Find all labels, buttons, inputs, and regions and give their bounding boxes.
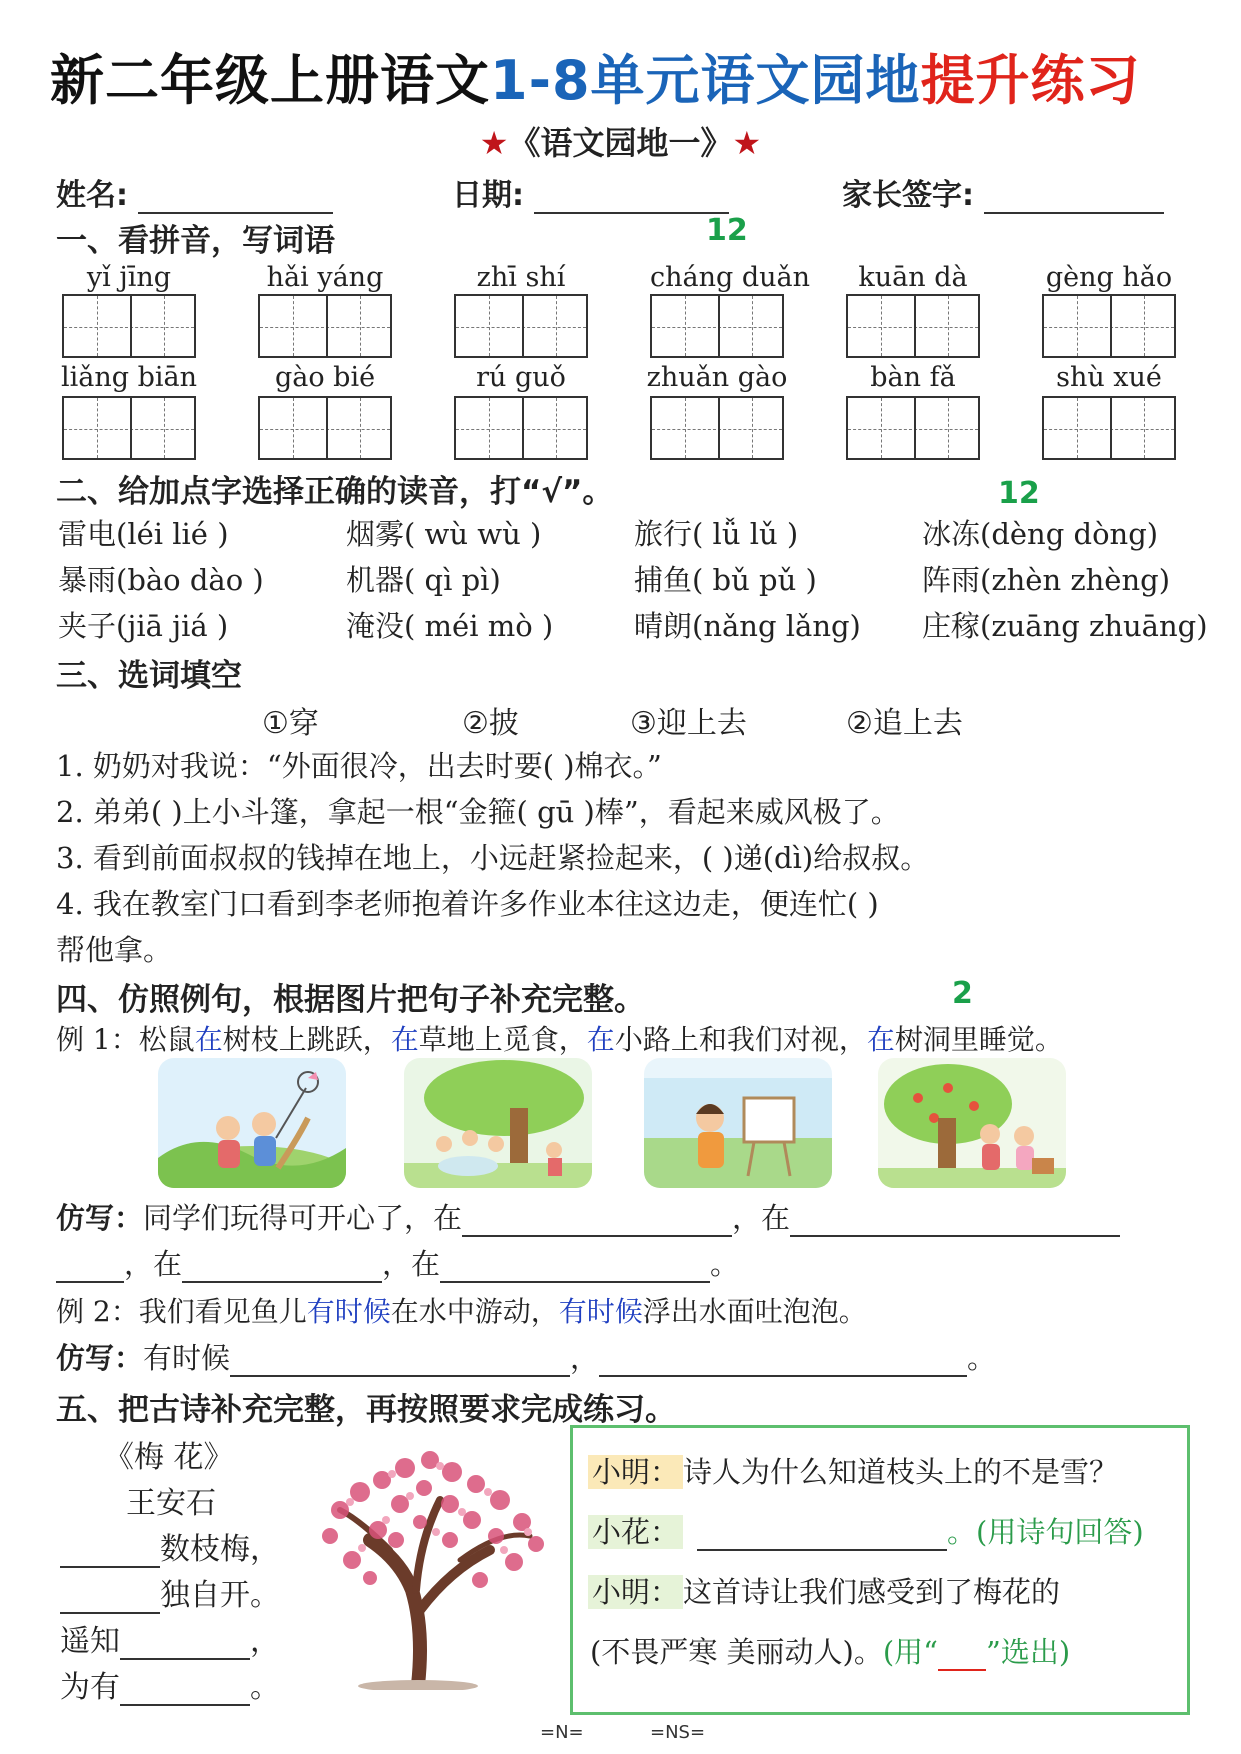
- writing-box[interactable]: [258, 294, 392, 358]
- name-label: 姓名:: [56, 178, 128, 213]
- write-1-cont[interactable]: ，在 ，在 。: [56, 1242, 739, 1283]
- writing-box[interactable]: [846, 294, 980, 358]
- reading-item[interactable]: 冰冻(dèng dòng): [922, 517, 1159, 551]
- blank-line[interactable]: [60, 1536, 160, 1568]
- poem-line-1[interactable]: 数枝梅，: [60, 1524, 280, 1568]
- title-part-2: 1-8单元语文园地: [490, 49, 921, 112]
- red-underline-sample: [938, 1643, 986, 1671]
- blank-line[interactable]: [182, 1251, 382, 1283]
- pinyin-9: rú guǒ: [476, 362, 566, 393]
- example-1: 例 1：松鼠在树枝上跳跃，在草地上觅食，在小路上和我们对视，在树洞里睡觉。: [56, 1023, 1063, 1056]
- speaker-xiaoming: 小明：: [588, 1575, 683, 1609]
- writing-box[interactable]: [1042, 294, 1176, 358]
- blank-line[interactable]: [462, 1205, 732, 1237]
- subtitle-text: 《语文园地一》: [508, 124, 733, 162]
- poem-author: 王安石: [126, 1486, 216, 1521]
- write-2[interactable]: 仿写：有时候 ， 。: [56, 1341, 997, 1375]
- dialog-answer[interactable]: 小花： 。(用诗句回答): [588, 1510, 1144, 1551]
- blank-line[interactable]: [599, 1345, 967, 1377]
- section4-heading: 四、仿照例句，根据图片把句子补充完整。: [56, 982, 645, 1018]
- parent-label: 家长签字:: [842, 178, 974, 213]
- blank-line[interactable]: [60, 1582, 160, 1614]
- reading-item[interactable]: 淹没( méi mò ): [346, 609, 554, 643]
- writing-box[interactable]: [846, 396, 980, 460]
- picture-flying-kite: [158, 1058, 346, 1188]
- section2-heading: 二、给加点字选择正确的读音，打“√”。: [56, 474, 614, 510]
- write-1[interactable]: 仿写：同学们玩得可开心了，在 ，在: [56, 1196, 1120, 1237]
- writing-box[interactable]: [650, 396, 784, 460]
- speaker-xiaoming: 小明：: [588, 1455, 683, 1489]
- sentence-1[interactable]: 1. 奶奶对我说：“外面很冷，出去时要( )棉衣。”: [56, 749, 662, 783]
- blank-line[interactable]: [120, 1674, 250, 1706]
- sentence-4-cont: 帮他拿。: [56, 933, 173, 967]
- pinyin-10: zhuǎn gào: [646, 362, 788, 393]
- star-icon: ★: [479, 124, 509, 162]
- blank-line[interactable]: [790, 1205, 1120, 1237]
- blank-line[interactable]: [697, 1519, 947, 1551]
- section2-score: 12: [998, 476, 1040, 511]
- reading-item[interactable]: 庄稼(zuāng zhuāng): [922, 609, 1208, 643]
- date-label: 日期:: [452, 178, 524, 213]
- dialog-q2: 小明： 这首诗让我们感受到了梅花的: [588, 1570, 1060, 1611]
- writing-box[interactable]: [454, 396, 588, 460]
- pinyin-7: liǎng biān: [60, 362, 198, 393]
- subtitle: [0, 118, 1241, 164]
- picture-apple-tree: [878, 1058, 1066, 1188]
- writing-box[interactable]: [62, 294, 196, 358]
- date-field[interactable]: [452, 170, 729, 214]
- page-title: [50, 38, 1210, 115]
- section1-score: 12: [706, 213, 748, 248]
- poem-line-2[interactable]: 独自开。: [60, 1570, 280, 1614]
- pinyin-4: cháng duǎn: [650, 262, 811, 293]
- reading-item[interactable]: 暴雨(bào dào ): [58, 563, 264, 597]
- section3-heading: 三、选词填空: [56, 658, 242, 694]
- pinyin-1: yǐ jīng: [86, 262, 172, 293]
- star-icon: ★: [732, 124, 762, 162]
- dialog-q2-options[interactable]: (不畏严寒 美丽动人)。(用“ ”选出): [590, 1635, 1071, 1669]
- sentence-4[interactable]: 4. 我在教室门口看到李老师抱着许多作业本往这边走，便连忙( ): [56, 887, 879, 921]
- date-line[interactable]: [534, 178, 729, 214]
- reading-item[interactable]: 旅行( lǚ lǔ ): [634, 517, 799, 551]
- option-4: ②追上去: [846, 706, 963, 741]
- poem-line-3[interactable]: 遥知 ，: [60, 1624, 280, 1659]
- writing-box[interactable]: [650, 294, 784, 358]
- option-3: ③迎上去: [630, 706, 747, 741]
- name-line[interactable]: [138, 178, 333, 214]
- pinyin-6: gèng hǎo: [1045, 262, 1173, 293]
- reading-item[interactable]: 晴朗(nǎng lǎng): [634, 609, 861, 643]
- writing-box[interactable]: [258, 396, 392, 460]
- footer-mark-right: =NS=: [650, 1722, 706, 1743]
- blank-line[interactable]: [120, 1628, 250, 1660]
- sentence-2[interactable]: 2. 弟弟( )上小斗篷，拿起一根“金箍( gū )棒”，看起来威风极了。: [56, 795, 900, 829]
- poem-line-4[interactable]: 为有 。: [60, 1670, 280, 1705]
- writing-box[interactable]: [454, 294, 588, 358]
- section5-heading: 五、把古诗补充完整，再按照要求完成练习。: [56, 1392, 676, 1428]
- reading-item[interactable]: 烟雾( wù wù ): [346, 517, 542, 551]
- plum-tree-image: [300, 1440, 560, 1690]
- section1-heading: 一、看拼音，写词语: [56, 223, 335, 259]
- pinyin-3: zhī shí: [476, 262, 566, 293]
- section4-score: 2: [952, 976, 973, 1011]
- option-1: ①穿: [262, 706, 319, 741]
- pinyin-11: bàn fǎ: [870, 362, 956, 393]
- pinyin-8: gào bié: [274, 362, 376, 393]
- parent-field[interactable]: [842, 170, 1164, 214]
- reading-item[interactable]: 捕鱼( bǔ pǔ ): [634, 563, 817, 597]
- picture-painting-lake: [644, 1058, 832, 1188]
- blank-line[interactable]: [56, 1251, 124, 1283]
- reading-item[interactable]: 夹子(jiā jiá ): [58, 609, 229, 643]
- reading-item[interactable]: 机器( qì pì): [346, 563, 501, 597]
- name-field[interactable]: [56, 170, 333, 214]
- reading-item[interactable]: 阵雨(zhèn zhèng): [922, 563, 1171, 597]
- example-2: 例 2：我们看见鱼儿有时候在水中游动，有时候浮出水面吐泡泡。: [56, 1295, 867, 1328]
- poem-title: 《梅 花》: [104, 1440, 234, 1475]
- speaker-xiaohua: 小花：: [588, 1515, 683, 1549]
- pinyin-2: hǎi yáng: [266, 262, 384, 293]
- pinyin-5: kuān dà: [858, 262, 968, 293]
- reading-item[interactable]: 雷电(léi lié ): [58, 517, 229, 551]
- parent-line[interactable]: [984, 178, 1164, 214]
- writing-box[interactable]: [62, 396, 196, 460]
- title-part-3: 提升练习: [920, 49, 1141, 112]
- sentence-3[interactable]: 3. 看到前面叔叔的钱掉在地上，小远赶紧捡起来，( )递(dì)给叔叔。: [56, 841, 930, 875]
- title-part-1: 新二年级上册语文: [50, 49, 490, 112]
- dialog-q1: 小明： 诗人为什么知道枝头上的不是雪？: [588, 1450, 1118, 1491]
- blank-line[interactable]: [230, 1345, 570, 1377]
- writing-box[interactable]: [1042, 396, 1176, 460]
- option-2: ②披: [462, 706, 519, 741]
- pinyin-12: shù xué: [1056, 362, 1162, 393]
- footer-mark-left: =N=: [540, 1722, 584, 1743]
- blank-line[interactable]: [440, 1251, 710, 1283]
- picture-picnic-tree: [404, 1058, 592, 1188]
